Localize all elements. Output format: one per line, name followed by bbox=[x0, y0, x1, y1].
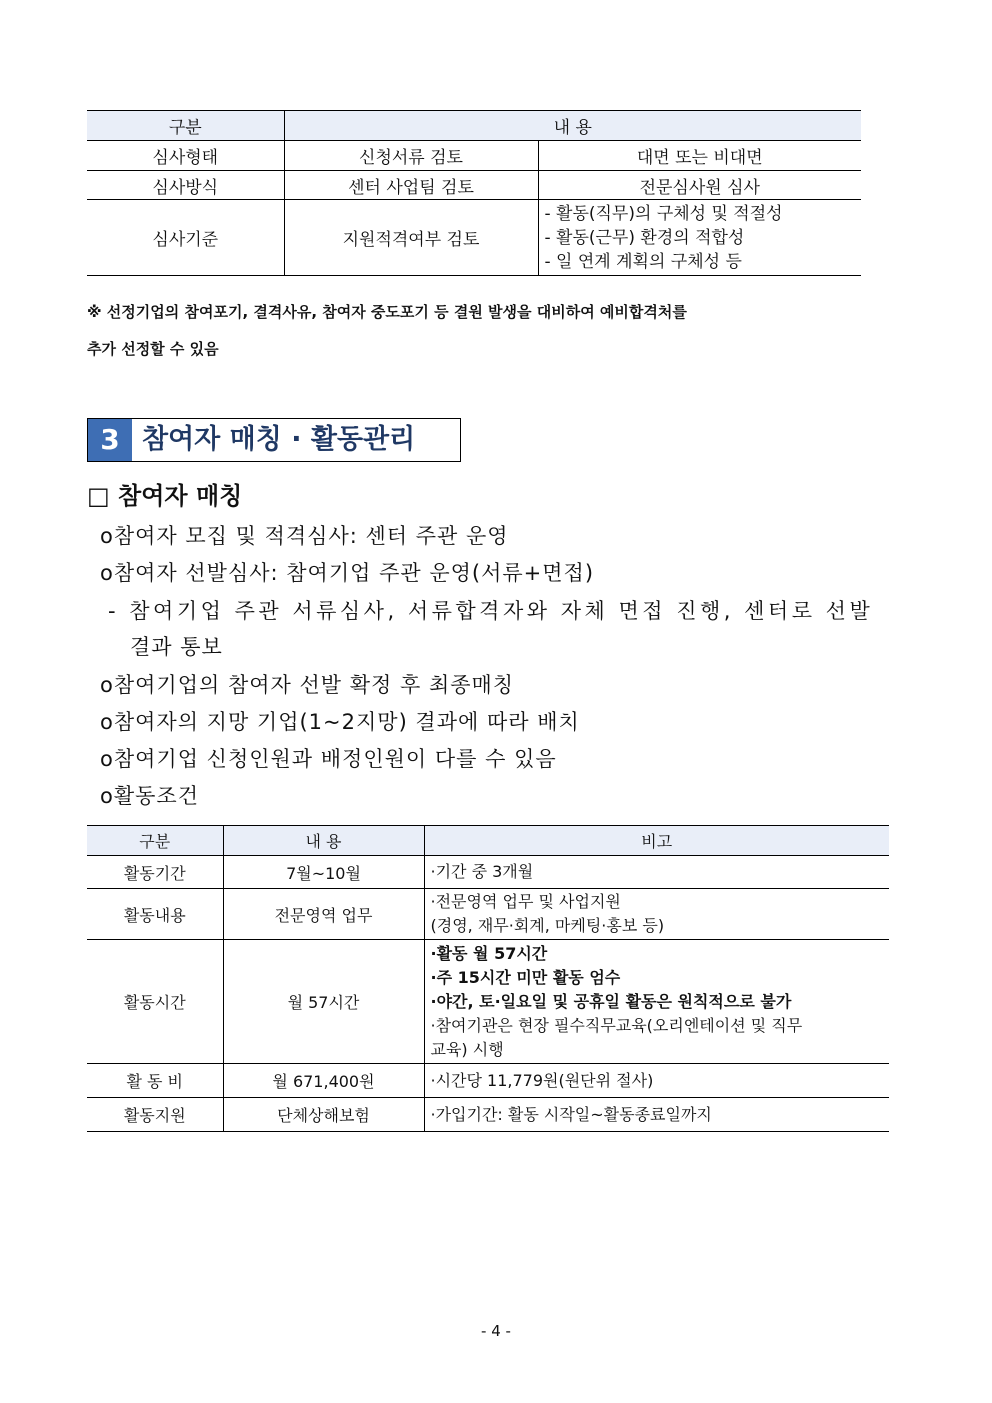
bullet-subitem-cont: 결과 통보 bbox=[130, 635, 223, 659]
cell: 대면 또는 비대면 bbox=[538, 141, 861, 171]
row-notes bbox=[424, 1098, 889, 1132]
row-notes bbox=[424, 940, 889, 1064]
section-header bbox=[87, 418, 461, 462]
row-value: 월 57시간 bbox=[223, 940, 424, 1064]
activity-table bbox=[87, 825, 889, 1132]
row-label: 활동기간 bbox=[87, 856, 223, 889]
row-label: 활동내용 bbox=[87, 889, 223, 940]
row-label: 활동시간 bbox=[87, 940, 223, 1064]
bullet-item: o활동조건 bbox=[100, 784, 199, 808]
note-line: ·기간 중 3개월 bbox=[430, 862, 534, 881]
row-value: 7월~10월 bbox=[223, 856, 424, 889]
cell: 전문심사원 심사 bbox=[538, 171, 861, 200]
row-value: 단체상해보험 bbox=[223, 1098, 424, 1132]
page-number: - 4 - bbox=[481, 1322, 511, 1340]
cell: 신청서류 검토 bbox=[284, 141, 538, 171]
criteria-line: - 일 연계 계획의 구체성 등 bbox=[544, 251, 742, 272]
criteria-line: - 활동(근무) 환경의 적합성 bbox=[544, 227, 745, 248]
review-table bbox=[87, 110, 861, 276]
note-line-bold: ·주 15시간 미만 활동 엄수 bbox=[430, 967, 621, 987]
bullet-subitem: - 참여기업 주관 서류심사, 서류합격자와 자체 면접 진행, 센터로 선발 bbox=[108, 599, 874, 623]
criteria-line: - 활동(직무)의 구체성 및 적절성 bbox=[544, 203, 783, 224]
bullet-item: o참여자의 지망 기업(1~2지망) 결과에 따라 배치 bbox=[100, 710, 580, 734]
note-line: ·전문영역 업무 및 사업지원 bbox=[430, 892, 621, 911]
row-notes bbox=[424, 856, 889, 889]
row-value: 월 671,400원 bbox=[223, 1064, 424, 1098]
header-remarks: 비고 bbox=[424, 826, 889, 856]
bullet-item: o참여자 선발심사: 참여기업 주관 운영(서류+면접) bbox=[100, 561, 595, 585]
section-number: 3 bbox=[88, 419, 132, 461]
note-line: ※ 선정기업의 참여포기, 결격사유, 참여자 중도포기 등 결원 발생을 대비하여 예비합격처를 bbox=[87, 303, 687, 321]
row-label: 심사방식 bbox=[87, 171, 284, 200]
bullet-item: o참여기업 신청인원과 배정인원이 다를 수 있음 bbox=[100, 747, 557, 771]
header-category: 구분 bbox=[87, 826, 223, 856]
note-line: ·시간당 11,779원(원단위 절사) bbox=[430, 1070, 654, 1090]
criteria-cell bbox=[538, 200, 861, 276]
cell: 지원적격여부 검토 bbox=[284, 200, 538, 276]
bullet-item: o참여자 모집 및 적격심사: 센터 주관 운영 bbox=[100, 524, 509, 548]
bullet-item: o참여기업의 참여자 선발 확정 후 최종매칭 bbox=[100, 673, 515, 697]
note-line: ·참여기관은 현장 필수직무교육(오리엔테이션 및 직무 bbox=[430, 1015, 803, 1035]
row-label: 심사기준 bbox=[87, 200, 284, 276]
header-category: 구분 bbox=[87, 111, 284, 141]
note-line: (경영, 재무·회계, 마케팅·홍보 등) bbox=[430, 916, 665, 935]
note-line: 교육) 시행 bbox=[430, 1039, 504, 1059]
note-line-bold: ·야간, 토·일요일 및 공휴일 활동은 원칙적으로 불가 bbox=[430, 991, 792, 1011]
cell: 센터 사업팀 검토 bbox=[284, 171, 538, 200]
row-notes bbox=[424, 889, 889, 940]
row-label: 심사형태 bbox=[87, 141, 284, 171]
header-content: 내 용 bbox=[223, 826, 424, 856]
row-value: 전문영역 업무 bbox=[223, 889, 424, 940]
note-line: 추가 선정할 수 있음 bbox=[87, 340, 219, 358]
row-notes bbox=[424, 1064, 889, 1098]
note-line-bold: ·활동 월 57시간 bbox=[430, 943, 548, 963]
row-label: 활 동 비 bbox=[87, 1064, 223, 1098]
row-label: 활동지원 bbox=[87, 1098, 223, 1132]
section-title: 참여자 매칭 · 활동관리 bbox=[142, 424, 416, 455]
subsection-title: □ 참여자 매칭 bbox=[87, 482, 243, 510]
note-line: ·가입기간: 활동 시작일~활동종료일까지 bbox=[430, 1104, 712, 1124]
header-content: 내 용 bbox=[284, 111, 861, 141]
